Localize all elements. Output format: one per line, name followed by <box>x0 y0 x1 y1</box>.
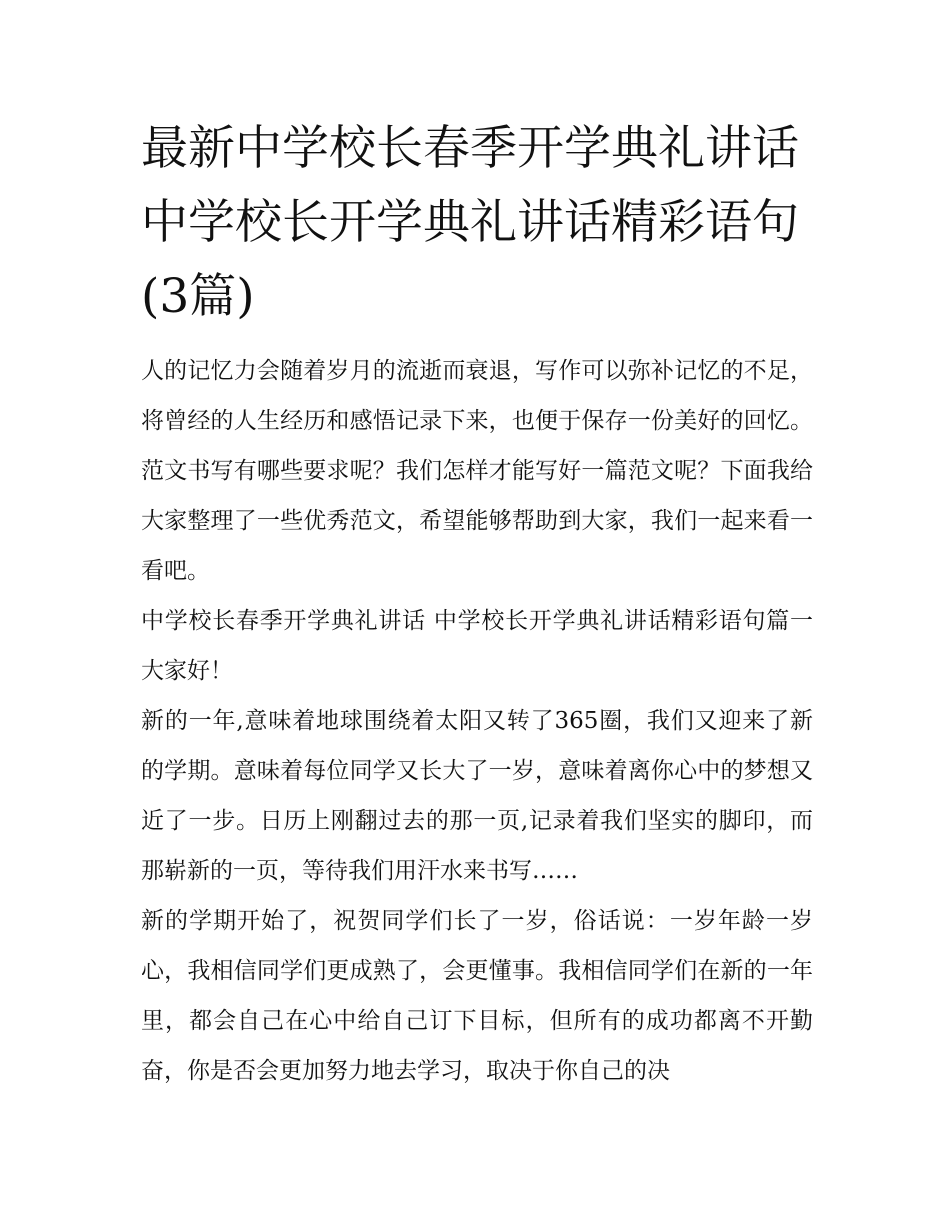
document-title: 最新中学校长春季开学典礼讲话 中学校长开学典礼讲话精彩语句(3篇) <box>141 121 799 324</box>
document-page <box>141 112 813 1096</box>
paragraph-new-semester: 新的学期开始了，祝贺同学们长了一岁，俗话说：一岁年龄一岁心，我相信同学们更成熟了，会更懂事。我相信同学们在新的一年里，都会自己在心中给自己订下目标，但所有的成功都离不开勤奋，你是否会更加努力地去学习，取决于你自己的决 <box>141 908 813 1084</box>
paragraph-heading: 中学校长春季开学典礼讲话 中学校长开学典礼讲话精彩语句篇一 大家好！ <box>141 608 813 684</box>
paragraph-new-year: 新的一年,意味着地球围绕着太阳又转了365圈，我们又迎来了新的学期。意味着每位同学又长大了一岁，意味着离你心中的梦想又近了一步。日历上刚翻过去的那一页,记录着我们坚实的脚印，而那崭新的一页，等待我们用汗水来书写…… <box>141 708 813 884</box>
paragraph-intro: 人的记忆力会随着岁月的流逝而衰退，写作可以弥补记忆的不足，将曾经的人生经历和感悟记录下来，也便于保存一份美好的回忆。范文书写有哪些要求呢？我们怎样才能写好一篇范文呢？下面我给大家整理了一些优秀范文，希望能够帮助到大家，我们一起来看一看吧。 <box>141 358 813 584</box>
document-body <box>141 346 813 1096</box>
